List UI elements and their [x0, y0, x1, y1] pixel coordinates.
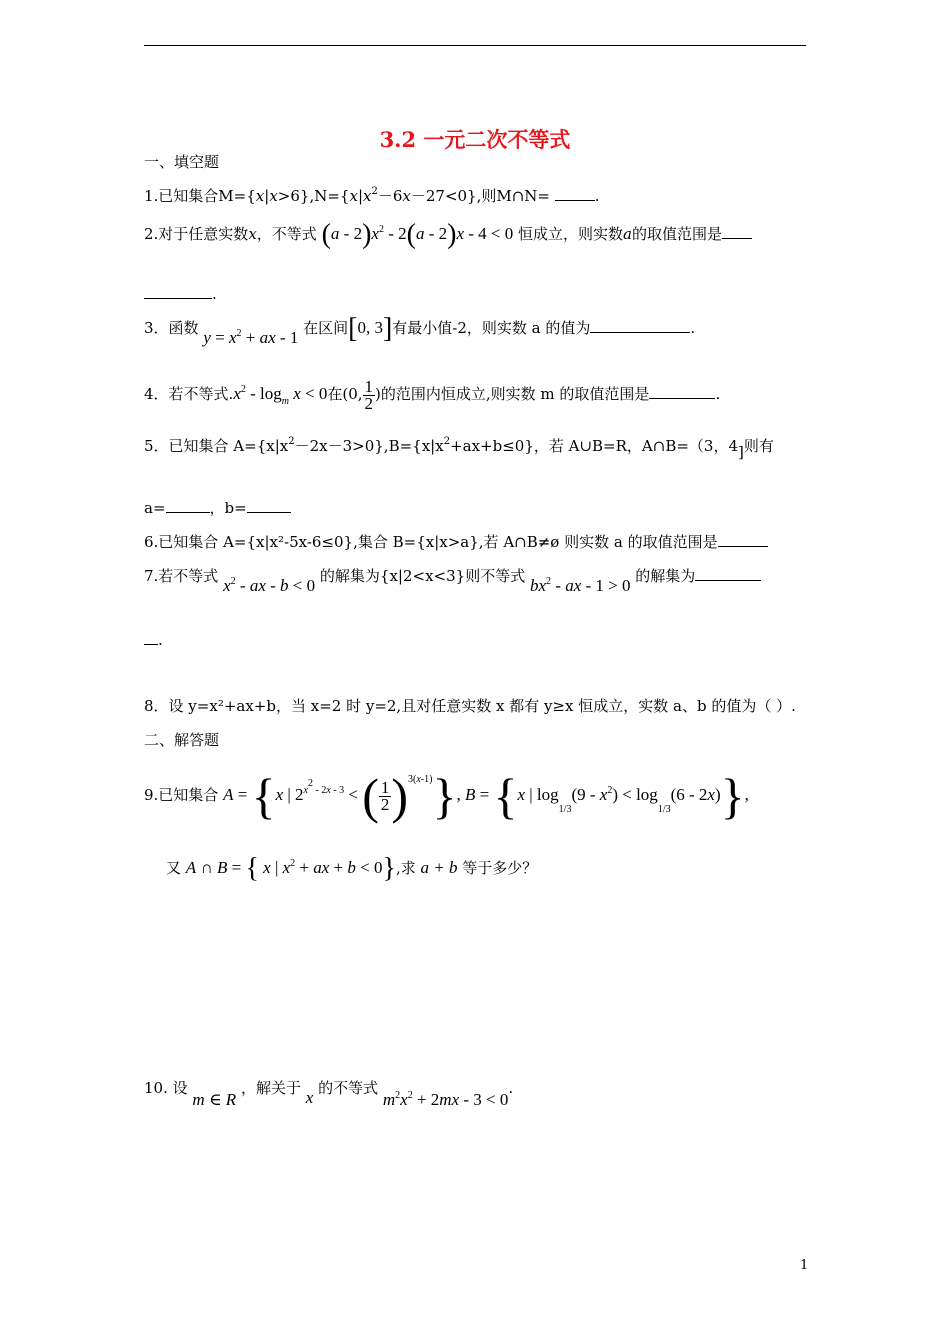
answer-blank: [722, 224, 752, 239]
header-rule: [144, 45, 806, 46]
answer-blank: [166, 498, 210, 513]
answer-blank: [718, 532, 768, 547]
formula-q3: $y = x^2$ + ax - 1: [203, 328, 299, 347]
formula-q4: $x^2 - \log_m x < 0$: [233, 384, 328, 407]
formula-q7a: $x^2$ - ax - b < 0: [223, 576, 316, 595]
page-title: 3.2 一元二次不等式: [379, 127, 571, 152]
question-3: 3．函数 $y = x^2$ + ax - 1 在区间[0, 3]有最小值-2，则实数 a 的值为 .: [144, 313, 696, 347]
question-9: 9.已知集合 A = {x | $2^{x^2 - 2x - 3}$ < ( $\frac{1}{2}$ )$^{3(x-1)}$}, B = {x | $\log_{1/3}(9 - x^2) < \log_{1/3}(6 - 2x)$},: [144, 768, 749, 825]
question-8: 8．设 y=x²+ax+b，当 x=2 时 y=2,且对任意实数 x 都有 y≥x 恒成立，实数 a、b 的值为（ ）.: [144, 697, 796, 715]
question-2: 2.对于任意实数x，不等式 $(a - 2)x^2 - 2(a - 2)x - 4 < 0$ 恒成立，则实数a的取值范围是: [144, 224, 752, 245]
answer-blank: [695, 566, 761, 581]
question-10: 10. 设 m ∈ R ，解关于 x 的不等式 $m^2x^2 + 2mx - 3 < 0$.: [144, 1079, 514, 1109]
answer-blank: [590, 318, 690, 333]
formula-q2: $(a - 2)x^2 - 2(a - 2)x - 4 < 0$: [321, 219, 514, 251]
question-4: 4．若不等式$.x^2 - \log_m x < 0$在(0, $\frac{1}{2}$ )的范围内恒成立,则实数 m 的取值范围是 .: [144, 376, 721, 413]
question-5: 5．已知集合 $A=\{x|x^2-2x-3>0\},B=\{x|x^2+ax+b\le 0\}$，若 A∪B=R，A∩B=（3，4]则有: [144, 436, 774, 461]
formula-q10-m: m ∈ R: [192, 1090, 237, 1109]
formula-q10-x: x: [305, 1088, 314, 1107]
question-7: 7.若不等式 $x^2$ - ax - b < 0 的解集为{x|2<x<3}则不等式 $bx^2$ - ax - 1 > 0 的解集为: [144, 566, 761, 586]
question-2-continued: .: [144, 284, 217, 304]
question-6: 6.已知集合 A={x|x²-5x-6≤0},集合 B={x|x>a},若 A∩B≠ø 则实数 a 的取值范围是: [144, 532, 768, 552]
question-7-continued: .: [144, 630, 163, 650]
question-5-continued: a= ，b=: [144, 498, 291, 518]
answer-blank: [144, 630, 158, 645]
formula-q9-intersection: A ∩ B = { x | $x^2$ + ax + b < 0}: [185, 853, 396, 885]
answer-blank: [247, 498, 291, 513]
formula-q10-inequality: $m^2x^2 + 2mx - 3 < 0$: [382, 1090, 509, 1109]
formula-q9-sum: a + b: [420, 858, 458, 877]
question-9-line-2: 又 A ∩ B = { x | $x^2$ + ax + b < 0},求 a + b 等于多少？: [166, 853, 538, 885]
answer-blank: [649, 384, 715, 399]
section-heading-answers: 二、解答题: [144, 731, 220, 749]
formula-q9-sets: A = {x | $2^{x^2 - 2x - 3}$ < ( $\frac{1}{2}$ )$^{3(x-1)}$}, B = {x | $\log_{1/3}(9 - x^2) < \log_{1/3}(6 - 2x)$},: [223, 768, 749, 825]
question-1: 1.已知集合$M=\{x|x>6\},N=\{x|x^2-6x-27<0\}$,则M∩N= .: [144, 186, 600, 205]
page-number: 1: [800, 1258, 809, 1273]
section-heading-fill-blank: 一、填空题: [144, 153, 220, 171]
answer-blank: [144, 284, 212, 299]
answer-blank: [555, 186, 595, 201]
formula-q7b: $bx^2$ - ax - 1 > 0: [529, 576, 631, 595]
